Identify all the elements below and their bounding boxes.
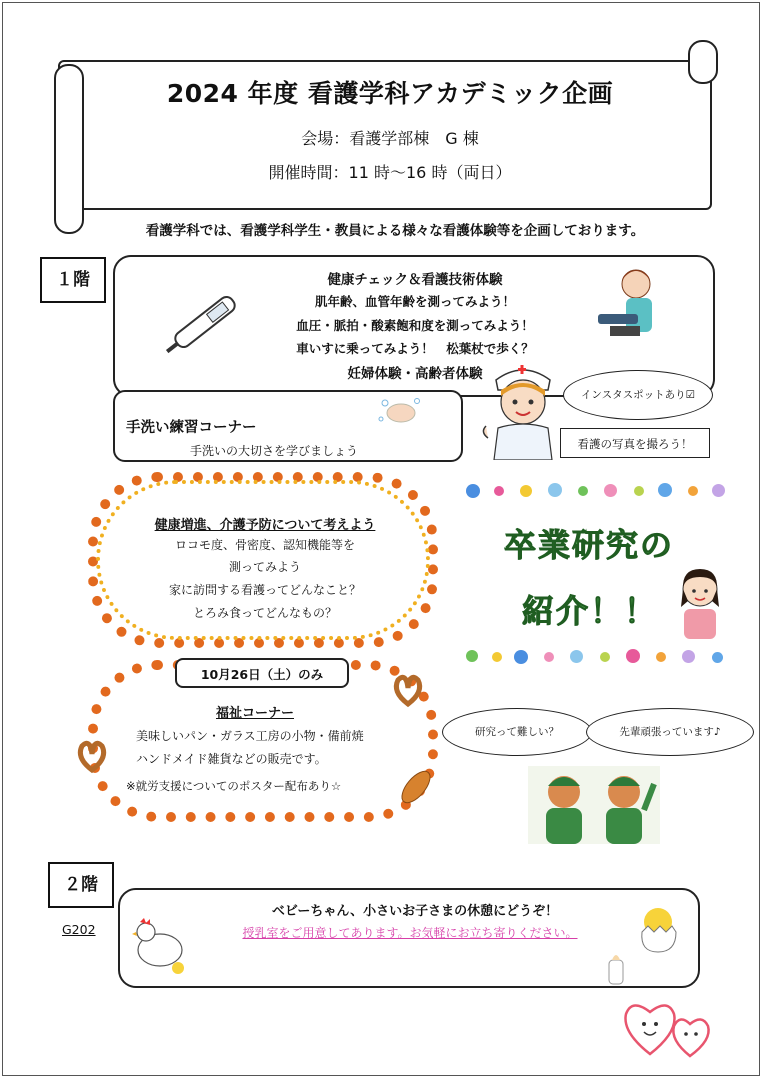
nurse-character-illustration	[478, 360, 573, 460]
floor1-label: １階	[40, 257, 106, 303]
health-promotion-title: 健康増進、介護予防について考えよう	[154, 518, 376, 533]
speech-bubble-left: 研究って難しい？	[442, 708, 592, 756]
student-girl-illustration	[670, 565, 730, 640]
welfare-title: 福祉コーナー	[215, 706, 294, 721]
handwash-title: 手洗い練習コーナー	[126, 420, 257, 436]
health-check-item: 肌年齢、血管年齢を測ってみよう！	[314, 294, 515, 309]
health-check-item: 妊婦体験・高齢者体験	[347, 366, 483, 382]
welfare-date-label: 10月26日（土）のみ	[200, 667, 324, 682]
health-check-title: 健康チェック＆看護技術体験	[327, 272, 503, 288]
health-promotion-line: 家に訪問する看護ってどんなこと？	[168, 583, 361, 597]
baby-bottle-icon	[604, 950, 628, 986]
scroll-curl-left	[54, 64, 84, 234]
welfare-note: ※就労支援についてのポスター配布あり☆	[126, 779, 342, 793]
washing-hands-icon	[375, 393, 425, 431]
research-heading-line1: 卒業研究の	[504, 526, 675, 564]
floor2-title: ベビーちゃん、小さいお子さまの休憩にどうぞ！	[271, 904, 559, 919]
insta-spot-bubble: インスタスポットあり☑	[563, 370, 713, 420]
bread-icon	[396, 766, 436, 808]
welfare-line: ハンドメイド雑貨などの販売です。	[136, 752, 327, 766]
floor2-label: ２階	[48, 862, 114, 908]
speech-bubble-right: 先輩頑張っています♪	[586, 708, 754, 756]
venue-text: 会場：看護学部棟 G 棟	[301, 129, 479, 148]
intro-text: 看護学科では、看護学科学生・教員による様々な看護体験等を企画しております。	[145, 223, 645, 239]
page-title: 2024 年度 看護学科アカデミック企画	[166, 79, 614, 108]
pretzel-icon	[72, 738, 112, 774]
mascot-characters-illustration	[528, 766, 660, 844]
health-promotion-line: 測ってみよう	[228, 560, 301, 574]
chick-in-egg-illustration	[636, 902, 680, 956]
welfare-line: 美味しいパン・ガラス工房の小物・備前焼	[136, 729, 364, 743]
health-promotion-line: とろみ食ってどんなもの？	[192, 606, 337, 620]
health-check-item: 車いすに乗ってみよう！ 松葉杖で歩く？	[296, 341, 534, 356]
research-heading-line2: 紹介！！	[522, 592, 659, 630]
health-check-item: 血圧・脈拍・酸素飽和度を測ってみよう！	[296, 318, 534, 333]
thermometer-icon	[165, 290, 245, 355]
floor2-subtitle: 授乳室をご用意してあります。お気軽にお立ち寄りください。	[242, 926, 578, 940]
photo-caption: 看護の写真を撮ろう！	[560, 428, 710, 458]
handwash-subtitle: 手洗いの大切さを学びましょう	[190, 444, 359, 458]
hearts-illustration	[620, 994, 720, 1062]
room-number: G202	[62, 922, 96, 937]
health-promotion-line: ロコモ度、骨密度、認知機能等を	[174, 538, 355, 552]
scroll-curl-right	[688, 40, 718, 84]
hours-text: 開催時間：11 時～16 時（両日）	[268, 163, 512, 182]
hen-illustration	[128, 914, 198, 978]
pretzel-icon	[388, 672, 428, 708]
nurse-bp-illustration	[588, 262, 678, 344]
